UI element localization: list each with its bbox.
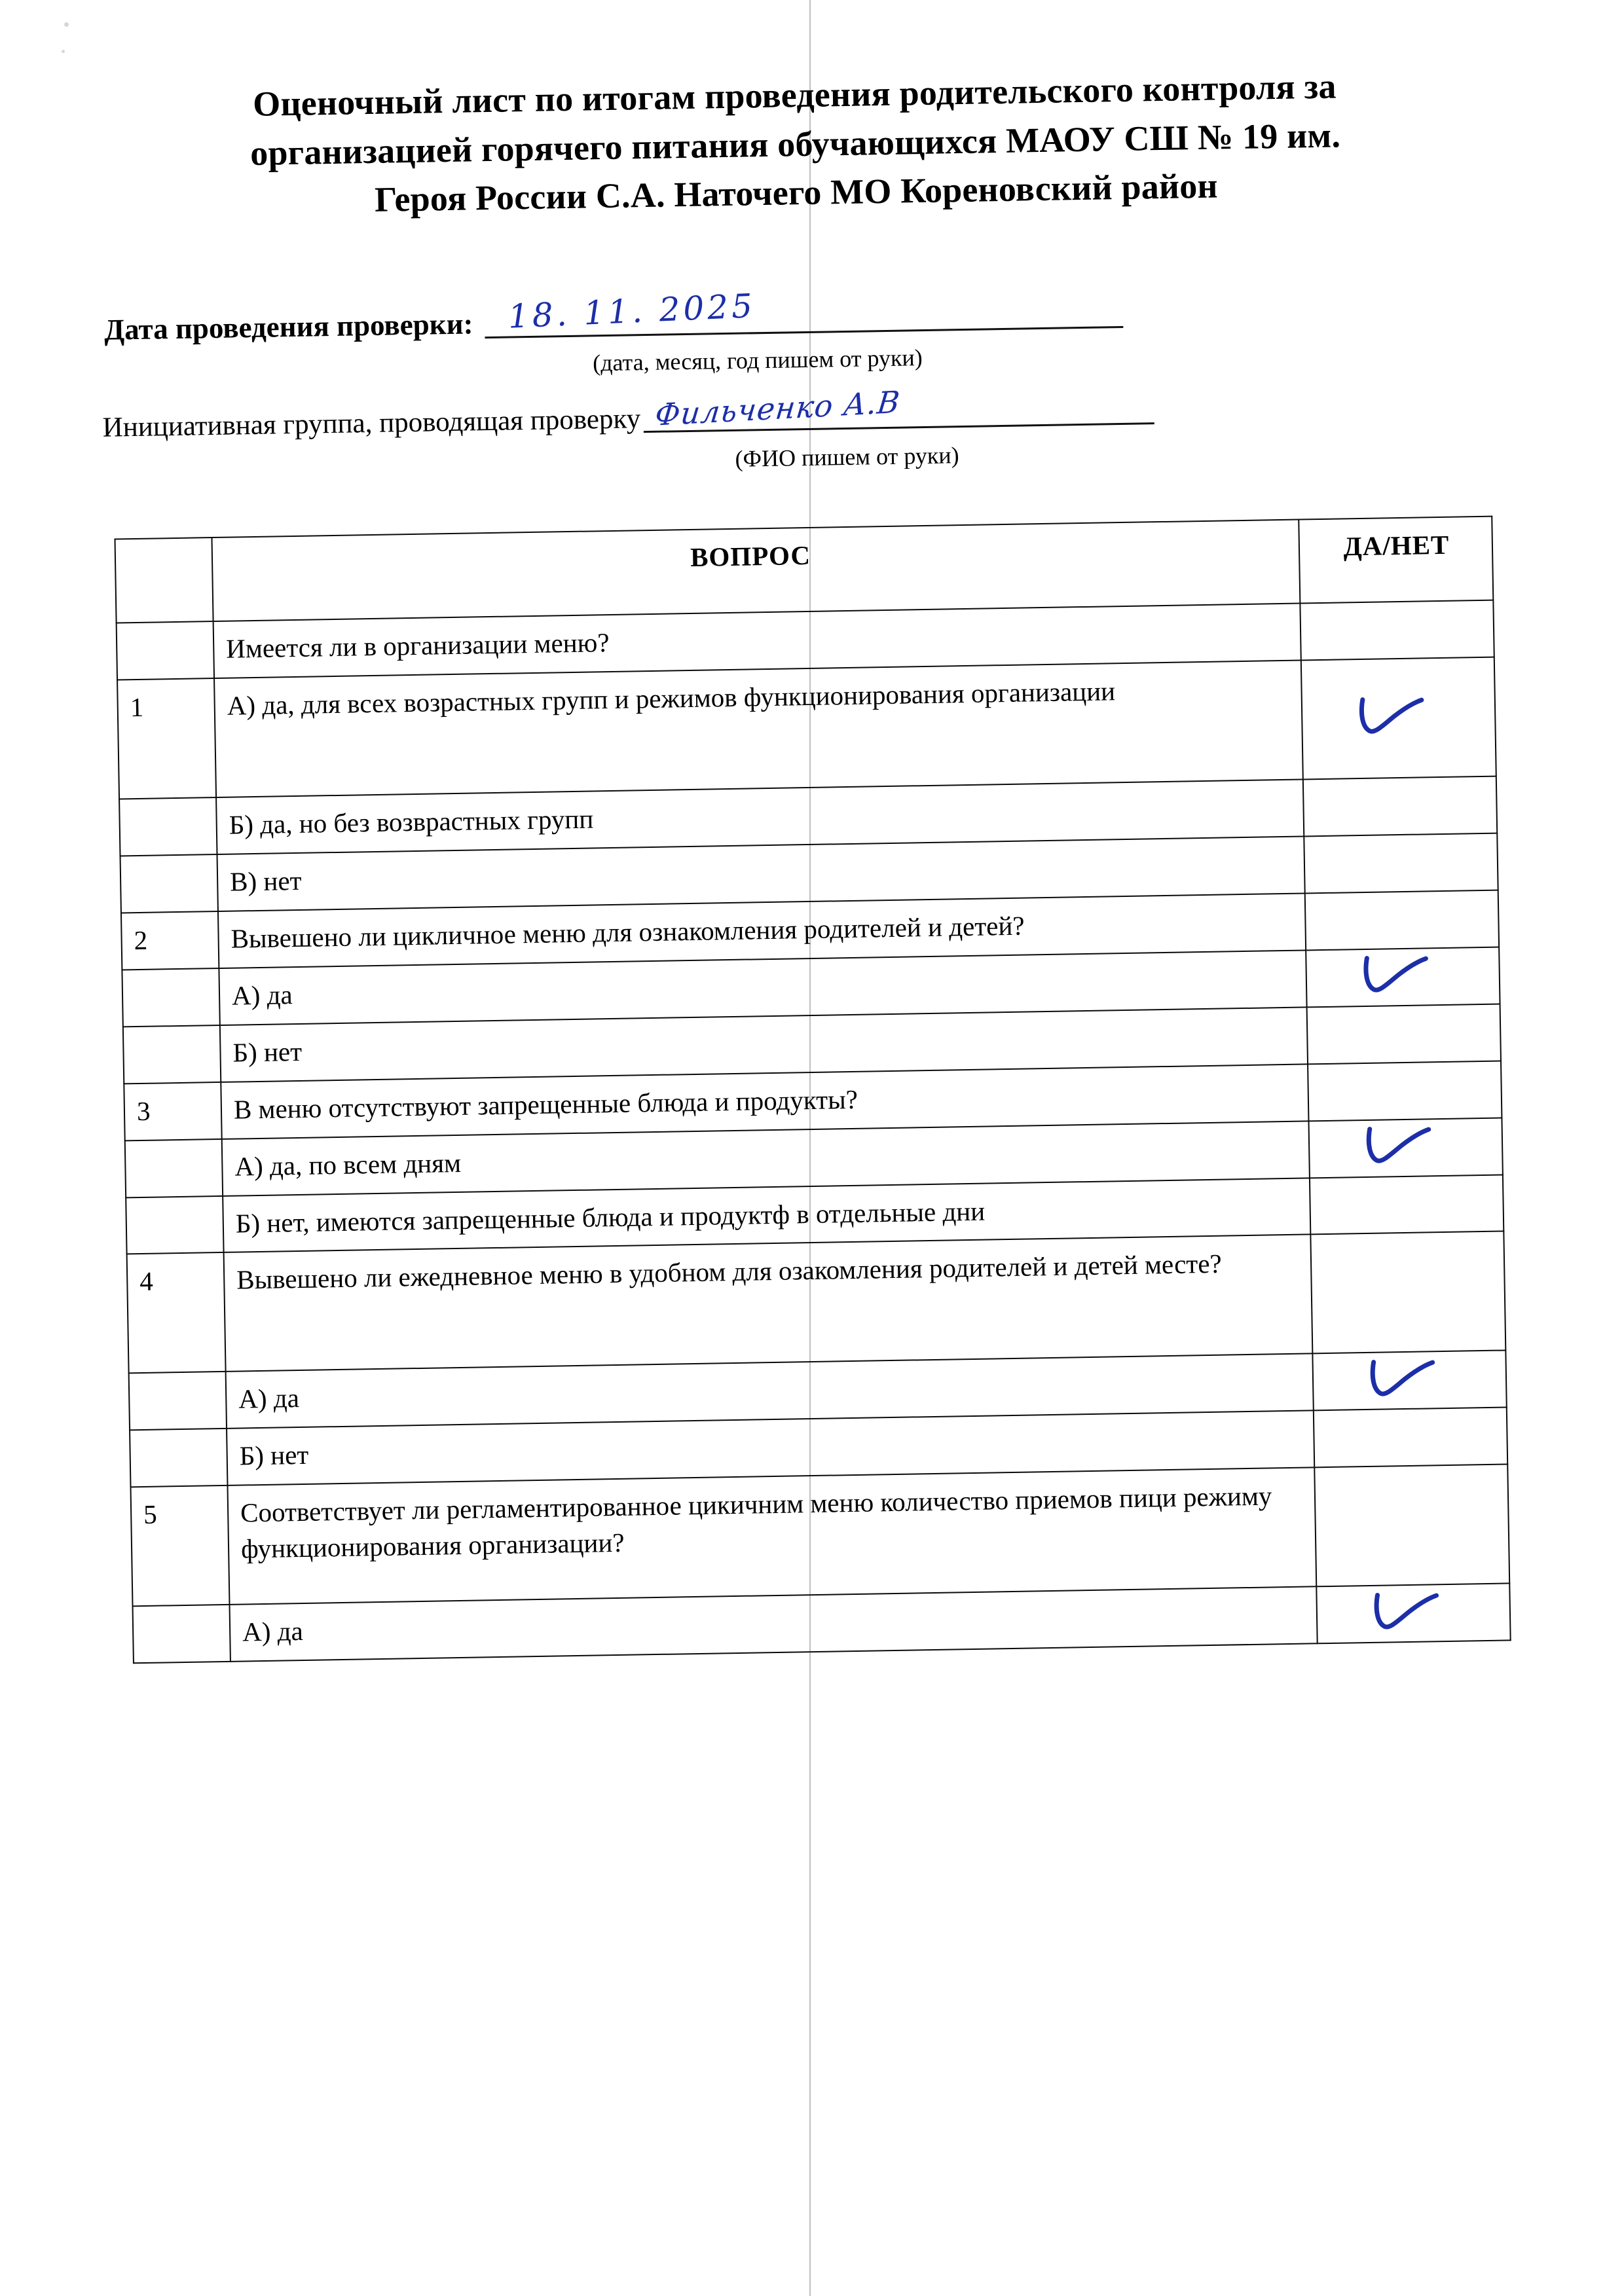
- row-number: [125, 1139, 223, 1197]
- question-text: Б) нет, имеются запрещенные блюда и продуктф в отдельные дни: [223, 1178, 1310, 1252]
- row-number: [120, 854, 218, 913]
- row-number: [122, 968, 219, 1027]
- question-text: Соответствует ли регламентированное цикичним меню количество приемов пици режиму функционирования организации?: [227, 1468, 1316, 1605]
- group-handwritten-signature: Фильченко А.В: [653, 384, 902, 433]
- answer-cell[interactable]: [1307, 1004, 1501, 1064]
- group-caption: (ФИО пишем от руки): [735, 442, 959, 472]
- answer-cell[interactable]: [1310, 1231, 1505, 1354]
- row-number: 5: [131, 1485, 230, 1606]
- answer-cell[interactable]: [1301, 657, 1496, 780]
- question-text: Вывешено ли цикличное меню для ознакомления родителей и детей?: [218, 893, 1306, 968]
- question-text: А) да: [226, 1354, 1314, 1429]
- date-row: [103, 286, 1124, 346]
- table-row: [117, 657, 1496, 799]
- row-number: 2: [121, 911, 219, 970]
- answer-cell[interactable]: [1316, 1584, 1510, 1644]
- date-caption: (дата, месяц, год пишем от руки): [592, 344, 923, 376]
- row-number: 4: [127, 1252, 226, 1373]
- answer-cell[interactable]: [1312, 1351, 1506, 1411]
- question-text: Вывешено ли ежедневное меню в удобном для озакомления родителей и детей месте?: [224, 1235, 1313, 1372]
- answer-cell[interactable]: [1314, 1465, 1509, 1587]
- evaluation-table: [114, 516, 1511, 1664]
- page-title: [100, 60, 1490, 229]
- question-text: А) да: [219, 950, 1306, 1025]
- answer-cell[interactable]: [1314, 1408, 1507, 1468]
- question-text: В меню отсутствуют запрещенные блюда и продукты?: [221, 1064, 1308, 1139]
- title-line-1: Оценочный лист по итогам проведения родительского контроля за: [252, 66, 1337, 124]
- evaluation-table-body: [115, 517, 1510, 1664]
- title-line-2: организацией горячего питания обучающихся МАОУ СШ № 19 им.: [249, 115, 1341, 173]
- title-line-3: Героя России С.А. Наточего МО Кореновский район: [374, 166, 1219, 219]
- date-label: Дата проведения проверки:: [103, 307, 473, 346]
- row-number: [133, 1605, 231, 1663]
- row-number: [130, 1429, 227, 1487]
- group-label: Инициативная группа, проводящая проверку: [102, 403, 641, 443]
- question-text: А) да, для всех возрастных групп и режимов функционирования организации: [214, 660, 1303, 797]
- answer-cell[interactable]: [1310, 1175, 1504, 1235]
- group-field[interactable]: [643, 384, 1154, 433]
- group-row: [102, 384, 1154, 443]
- inspection-meta: [0, 282, 1610, 472]
- question-text: А) да: [230, 1587, 1318, 1662]
- checkmark-icon: [1368, 1586, 1447, 1644]
- row-number: [126, 1195, 223, 1254]
- row-number: 3: [124, 1082, 221, 1140]
- answer-cell[interactable]: [1303, 776, 1497, 837]
- answer-cell[interactable]: [1305, 890, 1499, 950]
- header-answer: ДА/НЕТ: [1299, 517, 1493, 604]
- answer-cell[interactable]: [1300, 600, 1494, 661]
- question-text: Б) да, но без возврастных групп: [216, 779, 1304, 854]
- row-number: [123, 1025, 221, 1084]
- answer-cell[interactable]: [1308, 1118, 1502, 1178]
- answer-cell[interactable]: [1304, 833, 1498, 893]
- header-number: [115, 538, 213, 623]
- evaluation-table-wrapper: [114, 516, 1509, 1664]
- question-text: Имеется ли в организации меню?: [213, 604, 1301, 678]
- question-text: Б) нет: [220, 1007, 1308, 1082]
- question-text: Б) нет: [227, 1411, 1314, 1485]
- table-row: [131, 1465, 1510, 1607]
- answer-cell[interactable]: [1306, 947, 1500, 1007]
- answer-cell[interactable]: [1308, 1061, 1502, 1121]
- checkmark-icon: [1364, 1353, 1443, 1411]
- checkmark-icon: [1354, 691, 1433, 748]
- row-number: [129, 1372, 227, 1430]
- table-row: [127, 1231, 1506, 1374]
- date-field[interactable]: [485, 286, 1124, 338]
- question-text: А) да, по всем дням: [222, 1121, 1310, 1195]
- date-handwritten-value: 18. 11. 2025: [507, 286, 757, 336]
- checkmark-icon: [1360, 1120, 1439, 1178]
- header-question: ВОПРОС: [212, 520, 1300, 622]
- checkmark-icon: [1357, 949, 1437, 1007]
- question-text: В) нет: [217, 836, 1304, 911]
- row-number: [119, 797, 217, 856]
- row-number: 1: [117, 678, 216, 799]
- row-number: [117, 621, 214, 680]
